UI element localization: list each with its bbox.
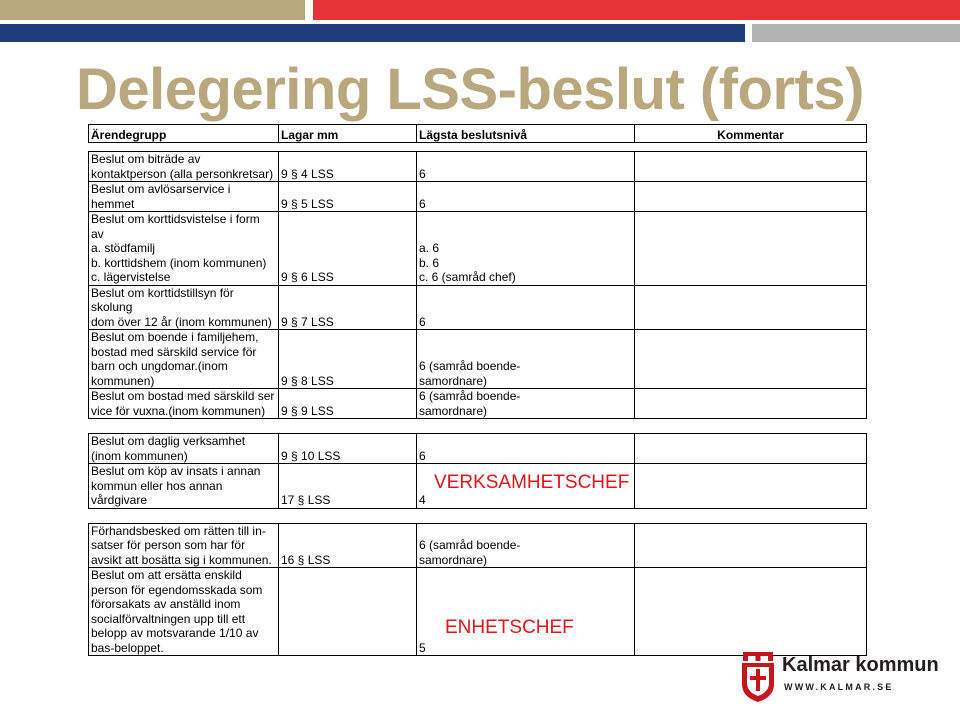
table-row <box>89 523 867 568</box>
cell-arende: Beslut om korttidstillsyn för skolung dom över 12 år (inom kommunen) <box>89 285 279 330</box>
cell-lag: 9 § 9 LSS <box>279 389 417 419</box>
table-row <box>89 389 867 419</box>
cell-arende: Beslut om avlösarservice i hemmet <box>89 182 279 212</box>
cell-niva: 6 (samråd boende- samordnare) <box>417 523 635 568</box>
cell-kommentar <box>635 285 867 330</box>
cell-arende: Beslut om bostad med särskild ser vice för vuxna.(inom kommunen) <box>89 389 279 419</box>
cell-niva: 6 <box>417 152 635 182</box>
top-bar-red <box>313 0 960 20</box>
cell-arende: Beslut om köp av insats i annan kommun eller hos annan vårdgivare <box>89 464 279 509</box>
cell-lag: 9 § 6 LSS <box>279 212 417 286</box>
table-row <box>89 568 867 656</box>
cell-kommentar <box>635 464 867 509</box>
page-title: Delegering LSS-beslut (forts) <box>76 57 864 122</box>
table-row <box>89 152 867 182</box>
table-header-row <box>89 125 867 143</box>
annotation-enhetschef: ENHETSCHEF <box>445 617 574 638</box>
top-bar-navy <box>0 24 745 42</box>
cell-kommentar <box>635 330 867 389</box>
cell-lag: 9 § 8 LSS <box>279 330 417 389</box>
table-row <box>89 285 867 330</box>
header-arendegrupp: Ärendegrupp <box>89 125 279 143</box>
cell-kommentar <box>635 389 867 419</box>
header-kommentar: Kommentar <box>635 125 867 143</box>
cell-niva: 6 <box>417 434 635 464</box>
annotation-verksamhetschef: VERKSAMHETSCHEF <box>434 472 630 493</box>
table-spacer <box>89 143 867 152</box>
cell-lag <box>279 568 417 656</box>
cell-lag: 9 § 4 LSS <box>279 152 417 182</box>
cell-kommentar <box>635 523 867 568</box>
top-bar-grey <box>752 24 960 42</box>
logo-url: WWW.KALMAR.SE <box>784 682 894 692</box>
cell-niva: a. 6 b. 6 c. 6 (samråd chef) <box>417 212 635 286</box>
cell-lag: 17 § LSS <box>279 464 417 509</box>
table-row <box>89 330 867 389</box>
cell-arende: Beslut om daglig verksamhet (inom kommunen) <box>89 434 279 464</box>
header-lagar: Lagar mm <box>279 125 417 143</box>
cell-kommentar <box>635 212 867 286</box>
delegation-table <box>88 124 867 656</box>
kalmar-coat-of-arms-icon <box>740 652 776 702</box>
top-bar-olive <box>0 0 305 20</box>
cell-lag: 9 § 10 LSS <box>279 434 417 464</box>
cell-niva: 6 (samråd boende- samordnare) <box>417 330 635 389</box>
kalmar-logo <box>740 652 940 704</box>
header-beslutsniva: Lägsta beslutsnivå <box>417 125 635 143</box>
cell-niva: 6 <box>417 182 635 212</box>
cell-arende: Beslut om boende i familjehem, bostad med särskild service för barn och ungdomar.(inom kommunen) <box>89 330 279 389</box>
cell-niva: 6 <box>417 285 635 330</box>
cell-niva: 6 (samråd boende- samordnare) <box>417 389 635 419</box>
cell-arende: Beslut om att ersätta enskild person för egendomsskada som förorsakats av anställd inom socialförvaltningen upp till ett belopp av motsvarande 1/10 av bas-beloppet. <box>89 568 279 656</box>
cell-lag: 9 § 5 LSS <box>279 182 417 212</box>
cell-kommentar <box>635 568 867 656</box>
cell-kommentar <box>635 182 867 212</box>
cell-arende: Beslut om biträde av kontaktperson (alla personkretsar) <box>89 152 279 182</box>
cell-niva: 4 <box>417 464 635 509</box>
table-row <box>89 434 867 464</box>
table-row <box>89 212 867 286</box>
logo-name: Kalmar kommun <box>782 654 939 676</box>
cell-kommentar <box>635 434 867 464</box>
table-spacer <box>89 419 867 434</box>
cell-lag: 16 § LSS <box>279 523 417 568</box>
table-row <box>89 182 867 212</box>
cell-kommentar <box>635 152 867 182</box>
table-spacer <box>89 508 867 523</box>
cell-lag: 9 § 7 LSS <box>279 285 417 330</box>
cell-arende: Förhandsbesked om rätten till in- satser för person som har för avsikt att bosätta sig i kommunen. <box>89 523 279 568</box>
cell-niva: 5 <box>417 568 635 656</box>
cell-arende: Beslut om korttidsvistelse i form av a. stödfamilj b. korttidshem (inom kommunen) c. lägervistelse <box>89 212 279 286</box>
